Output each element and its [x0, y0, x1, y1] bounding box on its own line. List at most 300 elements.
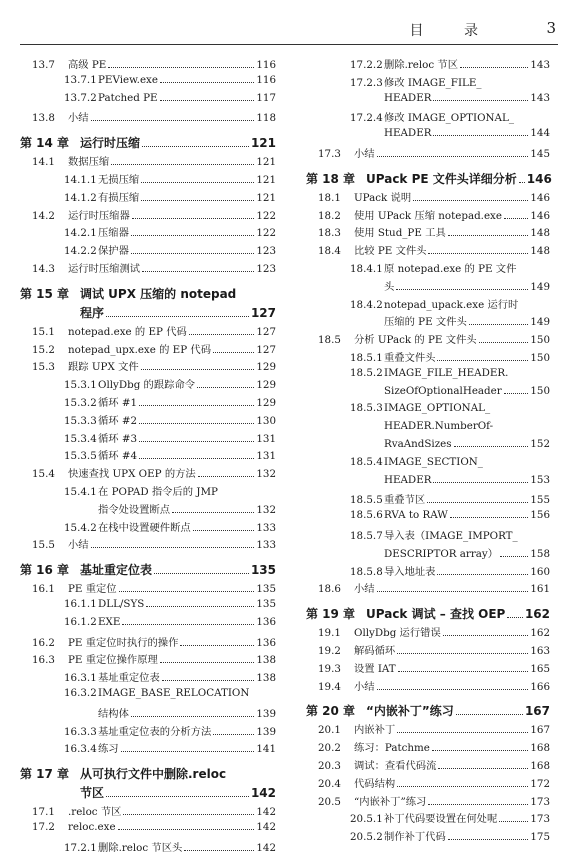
- subsection-number: 16.3.2: [64, 687, 97, 699]
- toc-subsection-entry[interactable]: [306, 260, 550, 275]
- toc-section-entry[interactable]: [306, 224, 550, 239]
- page-number: 146: [530, 191, 550, 204]
- page-number: 118: [256, 112, 276, 125]
- section-number: 17.1: [32, 806, 55, 819]
- subsection-number: 18.4.2: [350, 298, 383, 311]
- subsection-number: 20.5.2: [350, 831, 383, 844]
- entry-title: 运行时压缩测试: [68, 263, 141, 275]
- leader-dots: [448, 839, 529, 840]
- subsection-number: 16.1.2: [64, 615, 97, 628]
- page-number: 142: [250, 786, 276, 801]
- page-number: 161: [530, 583, 550, 596]
- toc-section-entry[interactable]: [20, 153, 276, 168]
- section-number: 19.2: [318, 645, 341, 657]
- entry-title: 头: [384, 280, 395, 293]
- toc-section-entry[interactable]: [20, 109, 276, 124]
- entry-title: notepad_upack.exe 运行时: [384, 298, 519, 311]
- section-number: 14.1: [32, 156, 55, 169]
- page-number: 158: [530, 547, 550, 560]
- entry-title: HEADER.NumberOf-: [384, 420, 494, 433]
- subsection-number: 18.5.4: [350, 455, 383, 468]
- page-number: 146: [530, 209, 550, 222]
- page-number: 127: [256, 343, 276, 356]
- toc-subsection-entry[interactable]: [20, 839, 276, 854]
- subsection-number: 14.2.2: [64, 245, 97, 258]
- leader-dots: [433, 135, 528, 136]
- section-number: 15.3: [32, 361, 55, 374]
- page-number: 129: [256, 397, 276, 409]
- entry-title: 高级 PE: [68, 59, 107, 71]
- entry-title: HEADER: [384, 91, 432, 104]
- subsection-number: 18.5.1: [350, 352, 383, 364]
- section-number: 13.7: [32, 59, 55, 71]
- page-number: 139: [256, 725, 276, 738]
- entry-title: 压缩器: [98, 227, 129, 240]
- toc-section-entry[interactable]: [20, 56, 276, 71]
- entry-title: 有损压缩: [98, 191, 140, 204]
- leader-dots: [437, 360, 528, 361]
- entry-title: UPack 说明: [354, 191, 412, 204]
- toc-subsection-entry[interactable]: [20, 189, 276, 204]
- toc-subsection-entry[interactable]: [20, 447, 276, 462]
- toc-subsection-entry[interactable]: [306, 438, 550, 450]
- entry-title: PEView.exe: [98, 73, 158, 86]
- leader-dots: [106, 796, 249, 797]
- page-number: 150: [530, 334, 550, 347]
- page-number: 143: [530, 59, 550, 71]
- leader-dots: [91, 120, 255, 121]
- leader-dots: [428, 253, 528, 254]
- toc-chapter-entry[interactable]: [306, 605, 550, 622]
- page-number: 173: [530, 813, 550, 826]
- leader-dots: [450, 517, 529, 518]
- page-number: 133: [256, 539, 276, 552]
- entry-title: PE 重定位: [68, 583, 117, 596]
- toc-subsection-entry[interactable]: [20, 171, 276, 186]
- toc-subsection-entry[interactable]: [20, 74, 276, 86]
- entry-title: 基址重定位表: [98, 672, 160, 685]
- page-number: 153: [530, 473, 550, 486]
- page-number: 167: [524, 704, 550, 719]
- page-number: 127: [250, 305, 276, 320]
- leader-dots: [139, 441, 254, 442]
- leader-dots: [172, 512, 254, 513]
- leader-dots: [141, 369, 255, 370]
- toc-chapter-entry[interactable]: [20, 765, 276, 782]
- subsection-number: 13.7.2: [64, 91, 97, 104]
- entry-title: IMAGE_FILE_HEADER.: [384, 366, 509, 379]
- subsection-number: 20.5.1: [350, 813, 383, 826]
- leader-dots: [454, 446, 529, 447]
- toc-section-entry[interactable]: [306, 775, 550, 790]
- toc-subsection-entry[interactable]: [20, 598, 276, 610]
- section-number: 15.5: [32, 539, 55, 552]
- toc-section-entry[interactable]: [20, 465, 276, 480]
- toc-section-entry[interactable]: [306, 642, 550, 657]
- toc-subsection-entry[interactable]: [306, 278, 550, 293]
- toc-subsection-entry[interactable]: [306, 109, 550, 124]
- page-number: 150: [530, 384, 550, 397]
- subsection-number: 15.3.1: [64, 379, 97, 392]
- subsection-number: 16.1.1: [64, 598, 97, 610]
- toc-subsection-entry[interactable]: [306, 527, 550, 542]
- page-number: 175: [530, 831, 550, 844]
- entry-title: 保护器: [98, 245, 129, 258]
- page-number: 156: [530, 509, 550, 522]
- page-number: 167: [530, 724, 550, 737]
- leader-dots: [108, 67, 254, 68]
- subsection-number: 17.2.3: [350, 76, 383, 89]
- toc-section-entry[interactable]: [306, 721, 550, 736]
- entry-title: EXE: [98, 615, 121, 628]
- toc-chapter-entry-cont[interactable]: [20, 784, 276, 801]
- leader-dots: [213, 734, 254, 735]
- toc-chapter-entry[interactable]: [306, 702, 550, 719]
- toc-chapter-entry[interactable]: [20, 285, 276, 302]
- toc-section-entry[interactable]: [306, 660, 550, 675]
- page-number: 130: [256, 414, 276, 427]
- entry-title: RvaAndSizes: [384, 438, 452, 450]
- toc-subsection-entry[interactable]: [20, 430, 276, 445]
- entry-title: 节区: [80, 786, 105, 801]
- subsection-number: 17.2.1: [64, 841, 97, 854]
- page-number: 142: [256, 821, 276, 833]
- toc-subsection-entry[interactable]: [306, 491, 550, 506]
- page-number: 121: [256, 156, 276, 169]
- toc-subsection-entry[interactable]: [20, 412, 276, 427]
- toc-subsection-entry[interactable]: [306, 56, 550, 71]
- leader-dots: [121, 751, 255, 752]
- page-number: 166: [530, 680, 550, 693]
- leader-dots: [91, 547, 255, 548]
- entry-title: IMAGE_BASE_RELOCATION: [98, 687, 250, 699]
- entry-title: 重叠节区: [384, 494, 426, 507]
- section-number: 18.3: [318, 227, 341, 240]
- page-number: 117: [256, 91, 276, 104]
- toc-section-entry[interactable]: [20, 536, 276, 551]
- chapter-number: 第 20 章: [306, 704, 356, 719]
- leader-dots: [198, 476, 255, 477]
- entry-title: 使用 Stud_PE 工具: [354, 227, 446, 240]
- entry-title: 在栈中设置硬件断点: [98, 521, 191, 534]
- toc-section-entry[interactable]: [20, 207, 276, 222]
- toc-subsection-entry[interactable]: [306, 127, 550, 139]
- entry-title: 制作补丁代码: [384, 831, 446, 844]
- subsection-number: 13.7.1: [64, 73, 97, 86]
- entry-title: 运行时压缩: [80, 136, 141, 151]
- page-number: 122: [256, 227, 276, 240]
- section-number: 20.1: [318, 724, 341, 737]
- toc-subsection-entry[interactable]: [20, 483, 276, 498]
- section-number: 19.1: [318, 627, 341, 640]
- subsection-number: 18.5.2: [350, 366, 383, 379]
- toc-section-entry[interactable]: [20, 341, 276, 356]
- page-number: 163: [530, 645, 550, 657]
- entry-title: PE 重定位时执行的操作: [68, 636, 179, 649]
- toc-subsection-entry[interactable]: [306, 828, 550, 843]
- entry-title: 压缩的 PE 文件头: [384, 316, 467, 329]
- toc-chapter-entry[interactable]: [20, 134, 276, 151]
- section-number: 15.4: [32, 468, 55, 481]
- leader-dots: [131, 716, 254, 717]
- leader-dots: [437, 574, 528, 575]
- entry-title: 程序: [80, 305, 105, 320]
- chapter-number: 第 18 章: [306, 171, 356, 186]
- subsection-number: 15.3.4: [64, 432, 97, 445]
- entry-title: RVA to RAW: [384, 509, 448, 522]
- toc-subsection-entry[interactable]: [306, 92, 550, 104]
- page-number: 148: [530, 245, 550, 258]
- leader-dots: [443, 635, 529, 636]
- toc-subsection-entry[interactable]: [20, 669, 276, 684]
- toc-section-entry[interactable]: [20, 634, 276, 649]
- toc-section-entry[interactable]: [306, 207, 550, 222]
- toc-subsection-entry[interactable]: [306, 545, 550, 560]
- toc-section-entry[interactable]: [306, 757, 550, 772]
- entry-title: 小结: [354, 148, 375, 160]
- page-number: 132: [256, 503, 276, 516]
- page-number: 165: [530, 662, 550, 675]
- toc-subsection-entry[interactable]: [306, 313, 550, 328]
- page-number: 141: [256, 743, 276, 756]
- section-number: 20.3: [318, 760, 341, 772]
- leader-dots: [396, 289, 528, 290]
- leader-dots: [160, 662, 255, 663]
- entry-title: 小结: [68, 112, 89, 125]
- toc-section-entry[interactable]: [306, 331, 550, 346]
- toc-subsection-entry[interactable]: [306, 563, 550, 578]
- entry-title: .reloc 节区: [68, 806, 122, 819]
- section-number: 15.1: [32, 325, 55, 338]
- page-number: 168: [530, 760, 550, 772]
- entry-title: 导入地址表: [384, 565, 436, 578]
- leader-dots: [119, 591, 255, 592]
- section-number: 18.2: [318, 209, 341, 222]
- entry-title: 删除.reloc 节区头: [98, 841, 183, 854]
- toc-section-entry[interactable]: [306, 580, 550, 595]
- toc-subsection-entry[interactable]: [306, 402, 550, 414]
- toc-subsection-entry[interactable]: [20, 705, 276, 720]
- toc-chapter-entry[interactable]: [20, 561, 276, 578]
- header-page-number: 3: [546, 19, 556, 37]
- toc-subsection-entry[interactable]: [20, 723, 276, 738]
- subsection-number: 14.1.2: [64, 191, 97, 204]
- section-number: 20.5: [318, 795, 341, 808]
- leader-dots: [500, 556, 528, 557]
- toc-subsection-entry[interactable]: [20, 501, 276, 516]
- entry-title: 循环 #1: [98, 397, 138, 409]
- toc-subsection-entry[interactable]: [20, 687, 276, 699]
- toc-subsection-entry[interactable]: [20, 92, 276, 104]
- section-number: 19.3: [318, 662, 341, 675]
- entry-title: 跟踪 UPX 文件: [68, 361, 139, 374]
- section-number: 20.2: [318, 742, 341, 755]
- toc-subsection-entry[interactable]: [306, 474, 550, 486]
- toc-section-entry[interactable]: [20, 803, 276, 818]
- page-number: 135: [256, 598, 276, 610]
- entry-title: Patched PE: [98, 91, 158, 104]
- toc-subsection-entry[interactable]: [306, 385, 550, 397]
- entry-title: UPack PE 文件头详细分析: [366, 171, 517, 186]
- entry-title: 数据压缩: [68, 156, 110, 169]
- leader-dots: [377, 156, 529, 157]
- leader-dots: [118, 829, 255, 830]
- entry-title: 代码结构: [354, 777, 396, 790]
- page-number: 162: [524, 607, 550, 622]
- toc-chapter-entry-cont[interactable]: [20, 304, 276, 321]
- toc-subsection-entry[interactable]: [20, 242, 276, 257]
- page-number: 162: [530, 627, 550, 640]
- entry-title: 快速查找 UPX OEP 的方法: [68, 468, 196, 481]
- page-number: 144: [530, 127, 550, 140]
- leader-dots: [397, 653, 528, 654]
- leader-dots: [499, 821, 528, 822]
- section-number: 16.1: [32, 583, 55, 596]
- leader-dots: [213, 352, 254, 353]
- page-number: 116: [256, 73, 276, 86]
- toc-subsection-entry[interactable]: [306, 367, 550, 379]
- page-number: 150: [530, 352, 550, 364]
- toc-subsection-entry[interactable]: [20, 616, 276, 628]
- toc-subsection-entry[interactable]: [306, 74, 550, 89]
- leader-dots: [141, 182, 254, 183]
- toc-subsection-entry[interactable]: [306, 810, 550, 825]
- leader-dots: [448, 235, 529, 236]
- toc-subsection-entry[interactable]: [306, 296, 550, 311]
- section-number: 18.6: [318, 583, 341, 596]
- entry-title: 解码循环: [354, 645, 396, 657]
- entry-title: “内嵌补丁”练习: [354, 795, 427, 808]
- section-number: 18.1: [318, 191, 341, 204]
- entry-title: 设置 IAT: [354, 662, 396, 675]
- section-number: 15.2: [32, 343, 55, 356]
- entry-title: notepad.exe 的 EP 代码: [68, 325, 187, 338]
- entry-title: DLL/SYS: [98, 598, 145, 610]
- section-number: 16.2: [32, 636, 55, 649]
- entry-title: OllyDbg 运行错误: [354, 627, 441, 640]
- toc-subsection-entry[interactable]: [20, 740, 276, 755]
- toc-section-entry[interactable]: [306, 624, 550, 639]
- toc-subsection-entry[interactable]: [20, 519, 276, 534]
- toc-subsection-entry[interactable]: [306, 509, 550, 521]
- subsection-number: 15.4.1: [64, 486, 97, 498]
- leader-dots: [469, 324, 529, 325]
- page-header: [20, 0, 558, 45]
- entry-title: 基址重定位表的分析方法: [98, 725, 212, 738]
- toc-section-entry[interactable]: [306, 145, 550, 160]
- toc-subsection-entry[interactable]: [306, 420, 550, 432]
- entry-title: 调试：查看代码流: [354, 760, 437, 772]
- toc-section-entry[interactable]: [20, 580, 276, 595]
- entry-title: 基址重定位表: [80, 563, 153, 578]
- page-number: 142: [256, 841, 276, 854]
- entry-title: IMAGE_OPTIONAL_: [384, 402, 491, 415]
- page-number: 129: [256, 361, 276, 374]
- section-number: 13.8: [32, 112, 55, 125]
- leader-dots: [142, 146, 249, 147]
- page-number: 133: [256, 521, 276, 534]
- toc-subsection-entry[interactable]: [20, 394, 276, 409]
- entry-title: 练习: [98, 743, 119, 756]
- toc-section-entry[interactable]: [306, 793, 550, 808]
- toc-subsection-entry[interactable]: [306, 456, 550, 468]
- entry-title: 练习：Patchme: [354, 742, 430, 755]
- leader-dots: [433, 100, 528, 101]
- toc-section-entry[interactable]: [20, 651, 276, 666]
- toc-subsection-entry[interactable]: [306, 349, 550, 364]
- entry-title: 小结: [68, 539, 89, 552]
- subsection-number: 18.5.7: [350, 530, 383, 542]
- section-number: 19.4: [318, 680, 341, 693]
- entry-title: 运行时压缩器: [68, 209, 130, 222]
- section-number: 14.2: [32, 209, 55, 222]
- subsection-number: 14.1.1: [64, 174, 97, 186]
- page-number: 116: [256, 59, 276, 71]
- chapter-number: 第 14 章: [20, 136, 70, 151]
- section-number: 17.2: [32, 821, 55, 833]
- page-number: 139: [256, 707, 276, 720]
- page-number: 168: [530, 742, 550, 755]
- toc-section-entry[interactable]: [306, 678, 550, 693]
- toc-section-entry[interactable]: [306, 189, 550, 204]
- leader-dots: [180, 645, 254, 646]
- page-number: 122: [256, 209, 276, 222]
- toc-section-entry[interactable]: [306, 739, 550, 754]
- subsection-number: 17.2.4: [350, 112, 383, 125]
- page-number: 148: [530, 227, 550, 240]
- toc-section-entry[interactable]: [20, 323, 276, 338]
- subsection-number: 15.3.3: [64, 414, 97, 427]
- leader-dots: [154, 573, 249, 574]
- section-number: 14.3: [32, 263, 55, 275]
- entry-title: reloc.exe: [68, 821, 116, 833]
- page-number: 138: [256, 672, 276, 685]
- header-title: 目 录: [409, 23, 496, 39]
- toc-section-entry[interactable]: [20, 260, 276, 275]
- page-number: 143: [530, 91, 550, 104]
- entry-title: 删除.reloc 节区: [384, 59, 459, 71]
- page-number: 131: [256, 432, 276, 445]
- leader-dots: [123, 814, 254, 815]
- leader-dots: [427, 502, 528, 503]
- leader-dots: [504, 218, 528, 219]
- leader-dots: [132, 218, 255, 219]
- subsection-number: 18.4.1: [350, 263, 383, 275]
- entry-title: 使用 UPack 压缩 notepad.exe: [354, 209, 502, 222]
- leader-dots: [398, 671, 529, 672]
- entry-title: 调试 UPX 压缩的 notepad: [80, 286, 237, 301]
- entry-title: HEADER: [384, 473, 432, 486]
- page-number: 173: [530, 795, 550, 808]
- toc-chapter-entry[interactable]: [306, 170, 550, 187]
- toc-section-entry[interactable]: [20, 358, 276, 373]
- toc-section-entry[interactable]: [20, 821, 276, 833]
- page-number: 123: [256, 245, 276, 258]
- page-number: 172: [530, 777, 550, 790]
- leader-dots: [413, 200, 528, 201]
- page-number: 127: [256, 325, 276, 338]
- leader-dots: [507, 617, 523, 618]
- subsection-number: 17.2.2: [350, 59, 383, 71]
- leader-dots: [131, 235, 254, 236]
- leader-dots: [479, 342, 529, 343]
- section-number: 16.3: [32, 654, 55, 667]
- toc-subsection-entry[interactable]: [20, 376, 276, 391]
- leader-dots: [377, 591, 529, 592]
- toc-subsection-entry[interactable]: [20, 224, 276, 239]
- toc-section-entry[interactable]: [306, 242, 550, 257]
- leader-dots: [432, 750, 528, 751]
